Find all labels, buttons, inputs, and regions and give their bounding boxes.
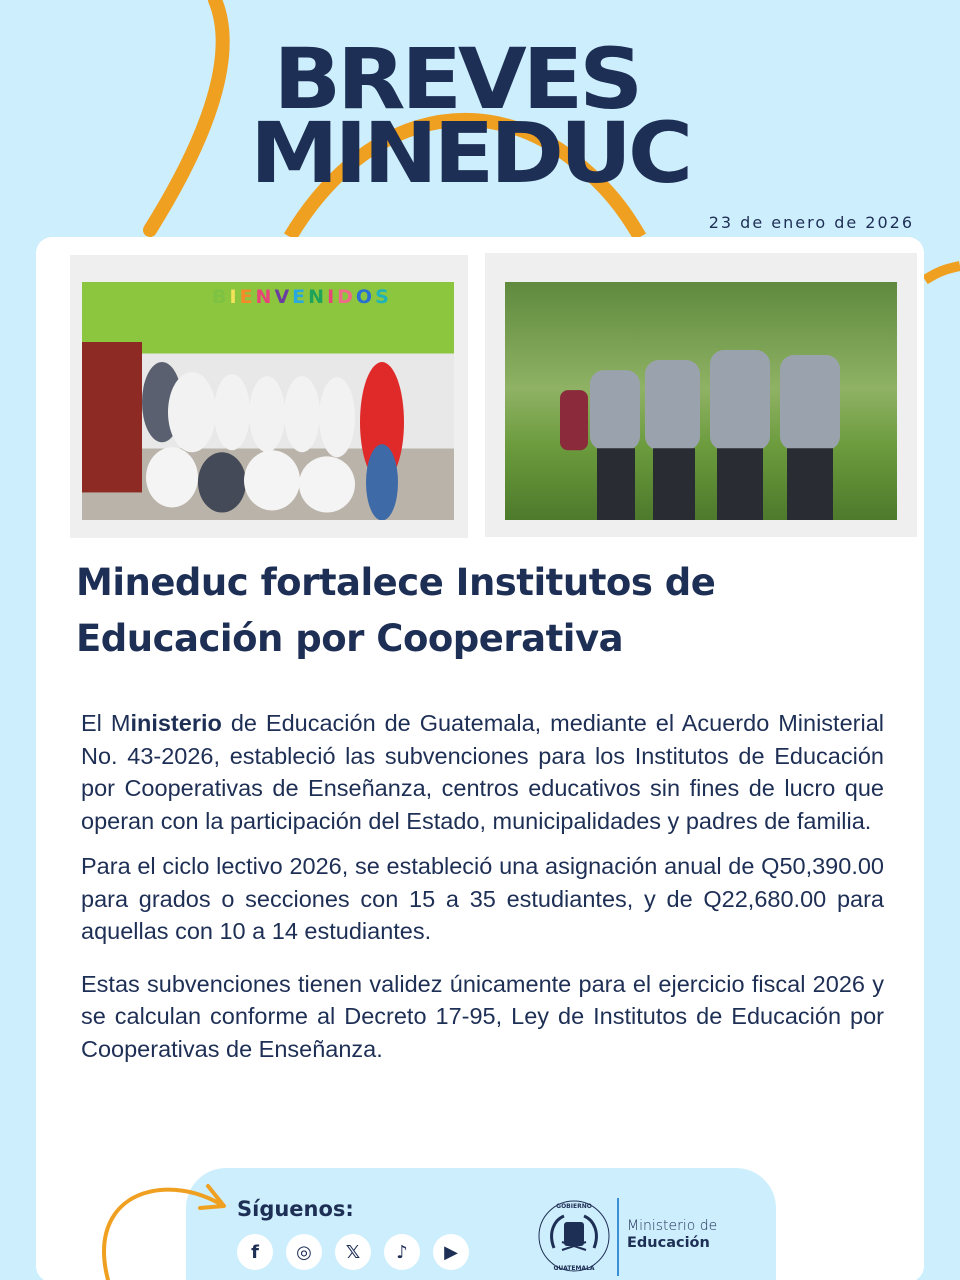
article-headline <box>76 555 715 667</box>
photo-frame-classroom <box>70 255 468 538</box>
title-line-1: BREVES <box>273 30 640 128</box>
ministry-line-2: Educación <box>627 1235 710 1251</box>
guatemala-coat-of-arms-icon <box>536 1198 612 1274</box>
sign-letter: I <box>229 286 240 308</box>
sign-letter: E <box>239 286 256 308</box>
sign-letter: S <box>375 286 392 308</box>
x-twitter-icon[interactable]: 𝕏 <box>335 1234 371 1270</box>
paragraph-3: Estas subvenciones tienen validez únicamente para el ejercicio fiscal 2026 y se calculan conforme al Decreto 17-95, Ley de Institutos de Educación por Cooperativas de Enseñanza. <box>81 970 884 1062</box>
photo-students-park <box>505 282 897 520</box>
sign-letter: B <box>212 286 230 308</box>
sign-letter: V <box>274 286 293 308</box>
title-line-2: MINEDUC <box>250 104 689 202</box>
social-links <box>237 1234 469 1270</box>
bienvenidos-sign <box>212 286 392 308</box>
publication-date: 23 de enero de 2026 <box>708 213 914 232</box>
p1-rest: de Educación de Guatemala, mediante el Acuerdo Ministerial No. 43-2026, estableció las subvenciones para los Institutos de Educación por Cooperativas de Enseñanza, centros educativos sin fines de lucro que operan con la participación del Estado, municipalidades y padres de familia. <box>81 710 884 834</box>
people-silhouettes <box>505 330 897 520</box>
newsletter-title <box>250 30 759 202</box>
sign-letter: I <box>327 286 338 308</box>
p1-prefix: El M <box>81 710 131 736</box>
photo-frame-park <box>485 253 917 537</box>
sign-letter: E <box>292 286 309 308</box>
youtube-icon[interactable]: ▶ <box>433 1234 469 1270</box>
svg-text:GOBIERNO: GOBIERNO <box>556 1203 592 1210</box>
ministry-line-1: Ministerio de <box>627 1218 718 1234</box>
follow-us-label: Síguenos: <box>237 1197 354 1221</box>
facebook-icon[interactable]: f <box>237 1234 273 1270</box>
sign-letter: N <box>255 286 275 308</box>
paragraph-1 <box>81 707 884 837</box>
sign-letter: D <box>337 286 356 308</box>
article-body <box>81 707 884 1078</box>
headline-line-1: Mineduc fortalece Institutos de <box>76 561 716 604</box>
people-silhouettes <box>82 342 454 521</box>
headline-line-2: Educación por Cooperativa <box>76 617 624 660</box>
sign-letter: O <box>355 286 376 308</box>
sign-letter: N <box>308 286 328 308</box>
tiktok-icon[interactable]: ♪ <box>384 1234 420 1270</box>
content-card <box>36 237 924 1280</box>
p1-bold: inisterio <box>130 710 222 736</box>
instagram-icon[interactable]: ◎ <box>286 1234 322 1270</box>
ministry-logo-text <box>627 1218 717 1252</box>
photo-classroom-group <box>82 282 454 520</box>
logo-divider <box>617 1198 619 1276</box>
paragraph-2: Para el ciclo lectivo 2026, se estableció una asignación anual de Q50,390.00 para grados o secciones con 15 a 35 estudiantes, y de Q22,680.00 para aquellas con 10 a 14 estudiantes. <box>81 853 884 944</box>
svg-text:GUATEMALA: GUATEMALA <box>553 1265 595 1272</box>
